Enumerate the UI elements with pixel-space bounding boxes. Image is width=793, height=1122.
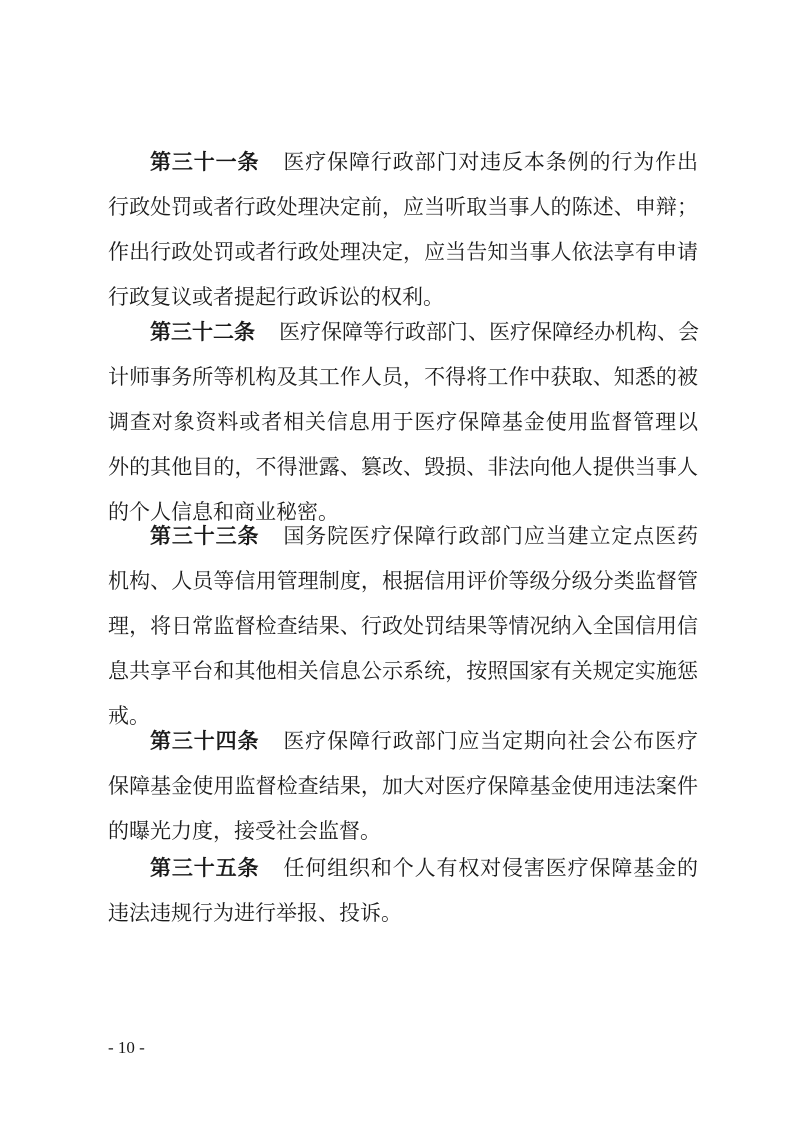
article-text: 任何组织和个人有权对侵害医疗保障基金的: [283, 856, 699, 880]
article-33: [108, 514, 698, 739]
article-line: 计师事务所等机构及其工作人员，不得将工作中获取、知悉的被: [108, 365, 698, 389]
article-line: 机构、人员等信用管理制度，根据信用评价等级分级分类监督管: [108, 569, 698, 593]
article-line: 行政复议或者提起行政诉讼的权利。: [108, 285, 444, 309]
article-text: 医疗保障等行政部门、医疗保障经办机构、会: [279, 320, 699, 344]
article-line: 违法违规行为进行举报、投诉。: [108, 901, 402, 925]
article-title: 第三十二条: [150, 320, 255, 344]
article-line: 保障基金使用监督检查结果，加大对医疗保障基金使用违法案件: [108, 774, 698, 798]
article-line: 的个人信息和商业秘密。: [108, 500, 339, 524]
article-text: 国务院医疗保障行政部门应当建立定点医药: [283, 524, 699, 548]
article-line: 的曝光力度，接受社会监督。: [108, 819, 381, 843]
article-line: 调查对象资料或者相关信息用于医疗保障基金使用监督管理以: [108, 410, 698, 434]
article-title: 第三十四条: [150, 729, 260, 753]
article-31: [108, 140, 698, 320]
article-title: 第三十三条: [150, 524, 260, 548]
article-line: [108, 719, 698, 764]
article-line: [108, 514, 698, 559]
article-line: 理，将日常监督检查结果、行政处罚结果等情况纳入全国信用信: [108, 614, 698, 638]
article-title: 第三十一条: [150, 150, 260, 174]
article-line: [108, 846, 698, 891]
article-line: 戒。: [108, 704, 150, 728]
article-35: [108, 846, 698, 936]
article-text: 医疗保障行政部门应当定期向社会公布医疗: [283, 729, 699, 753]
article-title: 第三十五条: [150, 856, 260, 880]
page-number: - 10 -: [108, 1038, 145, 1057]
article-line: 作出行政处罚或者行政处理决定，应当告知当事人依法享有申请: [108, 240, 698, 264]
article-line: [108, 140, 698, 185]
article-line: 息共享平台和其他相关信息公示系统，按照国家有关规定实施惩: [108, 659, 698, 683]
article-34: [108, 719, 698, 854]
article-line: [108, 310, 698, 355]
article-text: 医疗保障行政部门对违反本条例的行为作出: [283, 150, 699, 174]
article-line: 外的其他目的，不得泄露、篡改、毁损、非法向他人提供当事人: [108, 455, 698, 479]
article-32: [108, 310, 698, 535]
article-line: 行政处罚或者行政处理决定前，应当听取当事人的陈述、申辩；: [108, 195, 698, 219]
